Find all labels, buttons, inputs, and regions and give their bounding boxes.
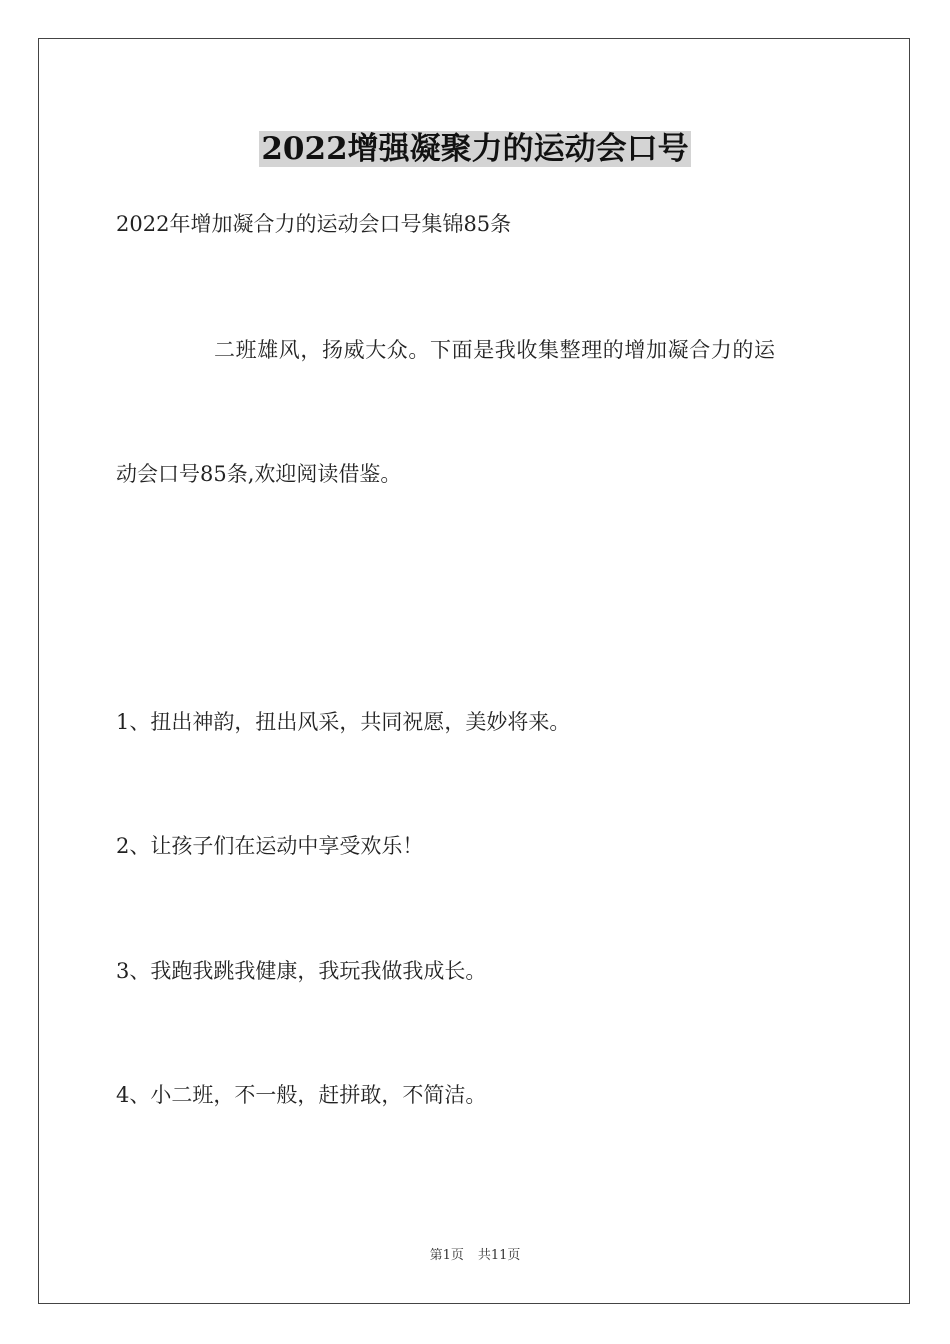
page-total: 共11页 [477, 1248, 521, 1263]
slogan-item: 3、我跑我跳我健康，我玩我做我成长。 [116, 959, 487, 983]
slogan-item: 1、扭出神韵，扭出风采，共同祝愿，美妙将来。 [116, 710, 571, 734]
page-footer [0, 1247, 950, 1265]
intro-paragraph-line-1: 二班雄风，扬威大众。下面是我收集整理的增加凝合力的运 [214, 338, 776, 362]
intro-paragraph-line-2: 动会口号85条,欢迎阅读借鉴。 [116, 462, 402, 486]
document-title-text: 2022增强凝聚力的运动会口号 [261, 131, 689, 167]
document-title [0, 128, 950, 170]
page-number: 第1页 [429, 1248, 464, 1263]
slogan-item: 2、让孩子们在运动中享受欢乐！ [116, 834, 424, 858]
document-subtitle: 2022年增加凝合力的运动会口号集锦85条 [116, 212, 512, 236]
slogan-item: 4、小二班，不一般，赶拼敢，不简洁。 [116, 1083, 487, 1107]
